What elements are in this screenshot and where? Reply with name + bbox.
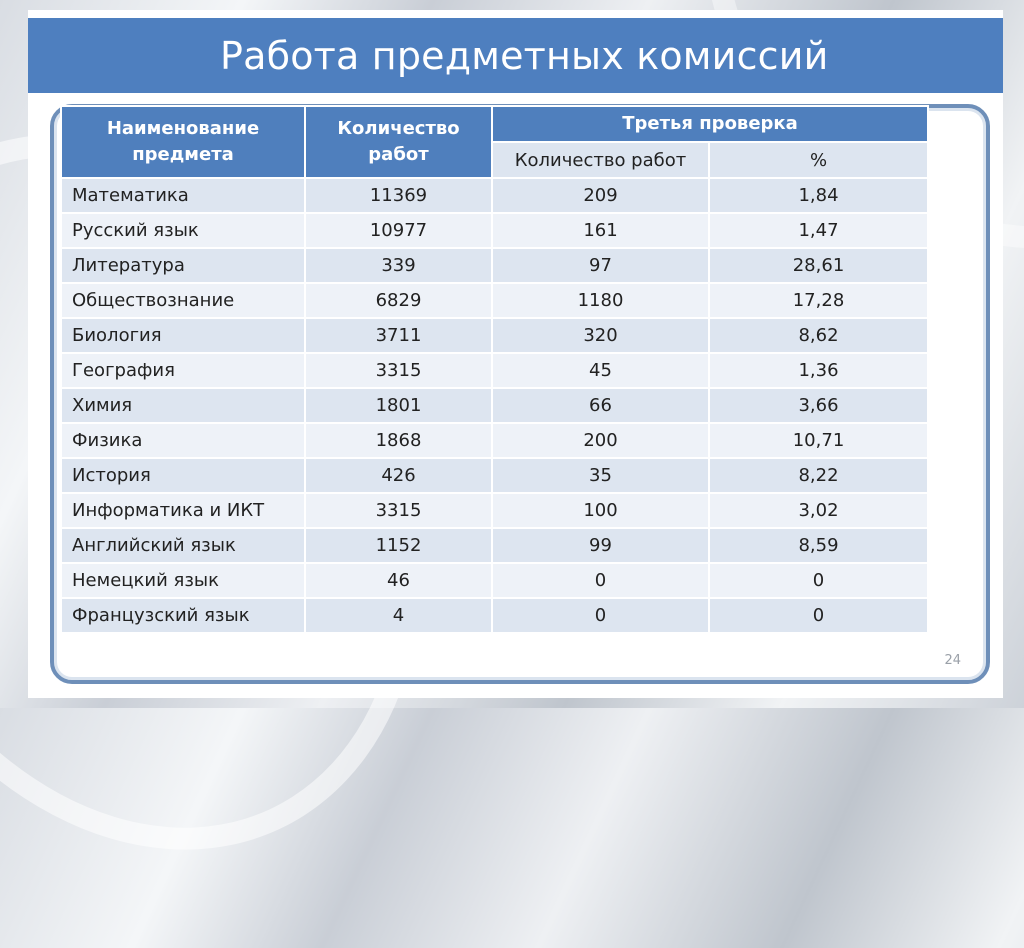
cell-count: 3711 — [305, 318, 492, 353]
cell-third-count: 45 — [492, 353, 709, 388]
cell-count: 3315 — [305, 353, 492, 388]
cell-third-count: 99 — [492, 528, 709, 563]
table-row — [61, 178, 928, 213]
cell-third-count: 200 — [492, 423, 709, 458]
cell-percent: 1,84 — [709, 178, 928, 213]
cell-percent: 10,71 — [709, 423, 928, 458]
cell-subject: Математика — [61, 178, 305, 213]
table-row — [61, 283, 928, 318]
cell-subject: Немецкий язык — [61, 563, 305, 598]
cell-count: 11369 — [305, 178, 492, 213]
cell-third-count: 66 — [492, 388, 709, 423]
cell-third-count: 100 — [492, 493, 709, 528]
cell-count: 1801 — [305, 388, 492, 423]
cell-third-count: 320 — [492, 318, 709, 353]
cell-third-count: 1180 — [492, 283, 709, 318]
cell-third-count: 0 — [492, 598, 709, 633]
cell-third-count: 0 — [492, 563, 709, 598]
cell-percent: 28,61 — [709, 248, 928, 283]
cell-third-count: 35 — [492, 458, 709, 493]
cell-percent: 8,62 — [709, 318, 928, 353]
table-row — [61, 493, 928, 528]
commission-table — [60, 105, 929, 634]
cell-percent: 17,28 — [709, 283, 928, 318]
cell-percent: 3,66 — [709, 388, 928, 423]
cell-subject: Химия — [61, 388, 305, 423]
page-number: 24 — [944, 653, 961, 668]
cell-subject: Обществознание — [61, 283, 305, 318]
cell-count: 1152 — [305, 528, 492, 563]
header-third-check: Третья проверка — [492, 106, 928, 142]
cell-count: 10977 — [305, 213, 492, 248]
cell-subject: Физика — [61, 423, 305, 458]
table-row — [61, 213, 928, 248]
title-bar — [28, 18, 1003, 93]
table-row — [61, 423, 928, 458]
cell-subject: История — [61, 458, 305, 493]
cell-subject: Информатика и ИКТ — [61, 493, 305, 528]
cell-third-count: 97 — [492, 248, 709, 283]
table-row — [61, 388, 928, 423]
cell-subject: Литература — [61, 248, 305, 283]
cell-count: 339 — [305, 248, 492, 283]
cell-third-count: 161 — [492, 213, 709, 248]
cell-subject: Биология — [61, 318, 305, 353]
header-third-percent: % — [709, 142, 928, 178]
cell-percent: 0 — [709, 563, 928, 598]
header-subject: Наименование предмета — [61, 106, 305, 178]
slide-title: Работа предметных комиссий — [220, 33, 829, 78]
table-row — [61, 353, 928, 388]
cell-subject: Французский язык — [61, 598, 305, 633]
table-row — [61, 528, 928, 563]
cell-third-count: 209 — [492, 178, 709, 213]
cell-percent: 0 — [709, 598, 928, 633]
cell-count: 3315 — [305, 493, 492, 528]
cell-subject: Русский язык — [61, 213, 305, 248]
cell-count: 46 — [305, 563, 492, 598]
cell-subject: Английский язык — [61, 528, 305, 563]
cell-percent: 8,59 — [709, 528, 928, 563]
cell-subject: География — [61, 353, 305, 388]
table-row — [61, 318, 928, 353]
cell-percent: 1,36 — [709, 353, 928, 388]
header-count: Количество работ — [305, 106, 492, 178]
cell-percent: 8,22 — [709, 458, 928, 493]
cell-count: 426 — [305, 458, 492, 493]
table-row — [61, 458, 928, 493]
table-row — [61, 248, 928, 283]
cell-count: 6829 — [305, 283, 492, 318]
cell-percent: 3,02 — [709, 493, 928, 528]
table-row — [61, 563, 928, 598]
cell-count: 1868 — [305, 423, 492, 458]
table-row — [61, 598, 928, 633]
cell-percent: 1,47 — [709, 213, 928, 248]
header-third-count: Количество работ — [492, 142, 709, 178]
cell-count: 4 — [305, 598, 492, 633]
